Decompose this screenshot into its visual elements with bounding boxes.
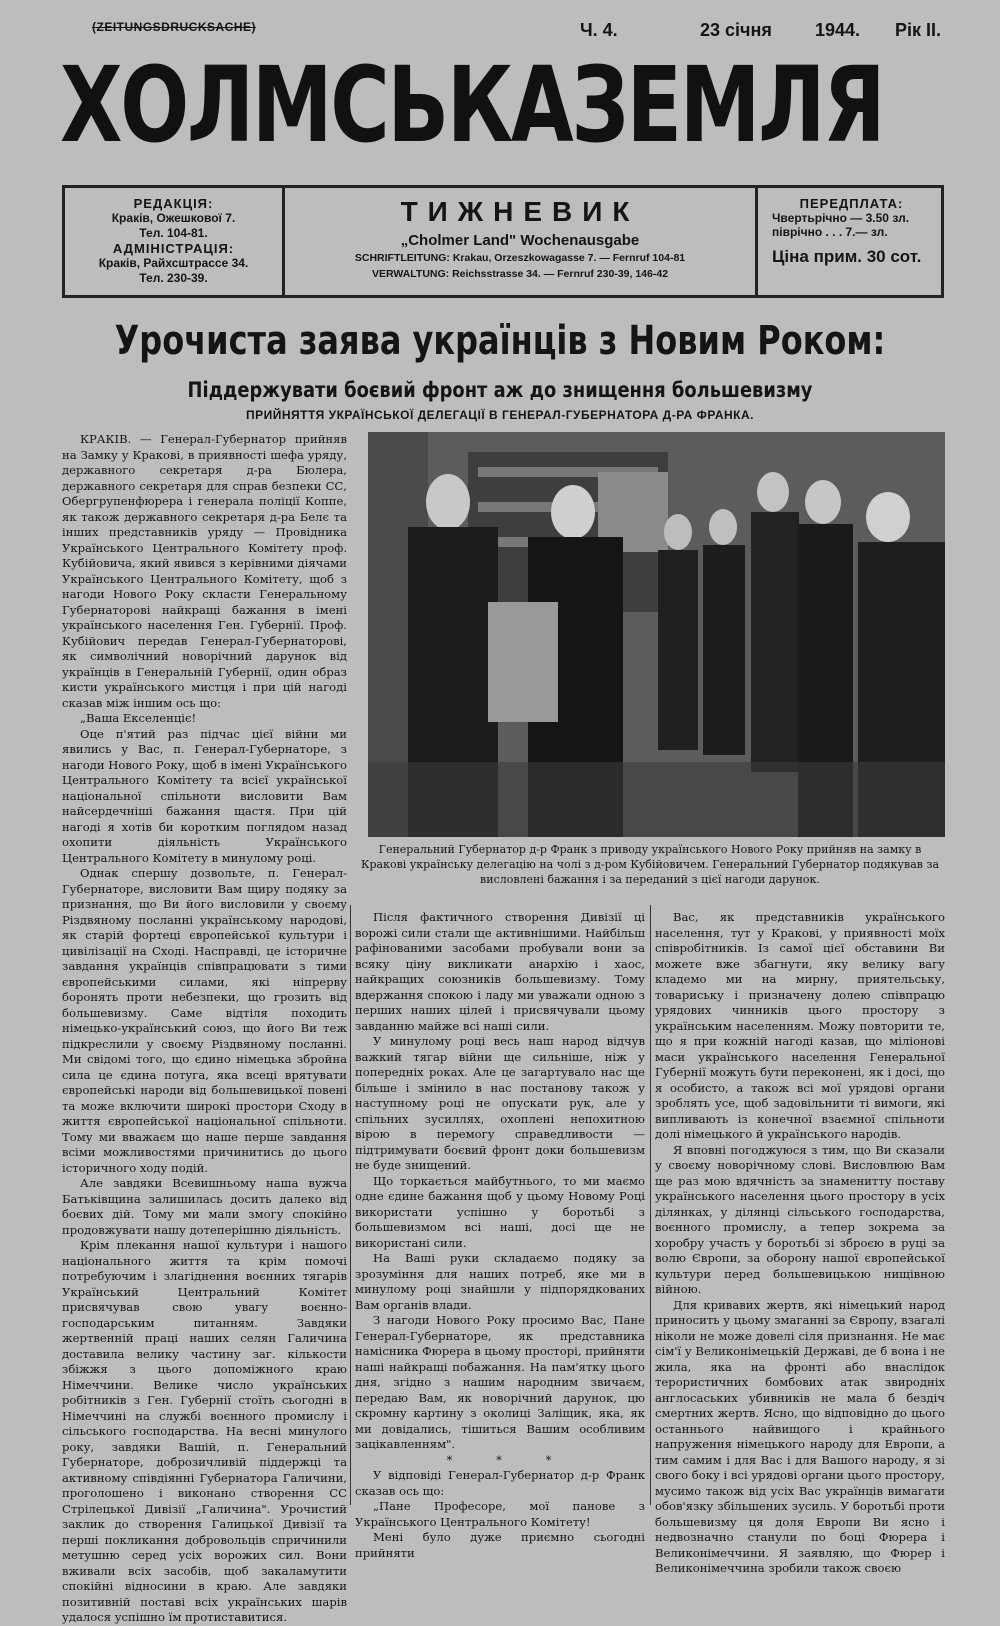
paragraph: На Ваші руки складаємо подяку за зрозуміння для наших потреб, яке ми в минулому році знайшли у підпорядкованих Вам органів влади.	[355, 1251, 645, 1312]
paragraph: Мені було дуже приємно сьогодні прийняти	[355, 1530, 645, 1560]
info-box	[62, 185, 944, 298]
admin-label: АДМІНІСТРАЦІЯ:	[112, 241, 235, 256]
paragraph: Після фактичного створення Дивізії ці ворожі сили стали ще активнішими. Найбільш рафінованими засобами пробували вони за всяку ціну викликати анархію і хаос, найкращих союзників большевизму. Тому вдержання спокою і ладу ми уважали одною з перших наших цілей і присвячували цьому завданню майже всі наші сили.	[355, 910, 645, 1033]
issue-year: 1944.	[815, 20, 861, 40]
editorial-phone: Тел. 104-81.	[139, 226, 208, 240]
editorial-address: Краків, Ожешкової 7.	[111, 211, 236, 225]
subscription-info	[755, 188, 941, 295]
masthead-title: ХОЛМСЬКАЗЕМЛЯ	[60, 44, 884, 166]
postal-stamp: (ZEITUNGSDRUCKSACHE)	[92, 20, 256, 34]
publication-info	[285, 188, 755, 295]
editorial-info	[65, 188, 285, 295]
halfyear-price: піврічно . . . 7.— зл.	[772, 225, 888, 239]
paragraph: З нагоди Нового Року просимо Вас, Пане Генерал-Губернаторе, як представника намісника Фюрера в цьому просторі, прийняти наші найкращі побажання. На пам'ятку цього дня, згідно з нашим народним звичаєм, передаю Вам, як новорічний дарунок, цю скромну картину з околиці Заліщик, яка, як ми довідались, тішиться Вашим особливим зацікавленням".	[355, 1313, 645, 1451]
column-right	[655, 910, 945, 1575]
paragraph: „Пане Професоре, мої панове з Українського Центрального Комітету!	[355, 1499, 645, 1529]
paragraph: Оце п'ятий раз підчас цієї війни ми явились у Вас, п. Генерал-Губернаторе, з нагоди Нового Року, щоб в імені Українського Центрального Комітету та всієї української національної спільноти висловити Вам найсердечніші бажання щастя. При цій нагоді я хотів би коротким поглядом назад охопити діяльність Українського Центрального Комітету в минулому році.	[62, 726, 347, 865]
column-divider	[350, 905, 351, 1505]
column-divider	[650, 905, 651, 1505]
section-separator: * * *	[446, 1452, 572, 1467]
admin-phone: Тел. 230-39.	[139, 271, 208, 285]
article-kicker: ПРИЙНЯТТЯ УКРАЇНСЬКОЇ ДЕЛЕГАЦІЇ В ГЕНЕРАЛ-ГУБЕРНАТОРА Д-РА ФРАНКА.	[246, 408, 754, 422]
paragraph: Крім плекання нашої культури і нашого національного життя та крім помочі потребуючим і злагіднення воєнних тягарів Український Центральний Комітет присвячував свою увагу воєнно-господарським питанням. Завдяки жертвенній праці наших селян Галичина доставила велику частину заг. кількости збіжжя з цього допоміжного краю Німеччини. Велике число українських робітників з Ген. Губернії стоїть сьогодні в Німеччині на службі воєнного промислу і сільського господарства. На весні минулого року, завдяки Вашій, п. Генеральний Губернаторе, доброзичливій піддержці та активному співдіянні Губернатора Галичини, проголошено і виконано створення СС Стрілецької Дивізії „Галичина". Урочистий заклик до створення Галицької Дивізії та перші покликання добровольців спричинили метушню серед усіх ворожих сил. Вони вживали всіх засобів, щоб закаламутити спокійні відносини в краю. Але завдяки позитивній поставі всіх українських шарів удалося успішно їм протиставитися.	[62, 1238, 347, 1624]
paragraph: Але завдяки Всевишньому наша вужча Батьківщина залишилась досить далеко від боєвих дій. Тому ми мали змогу спокійно продовжувати нашу дотеперішню діяльність.	[62, 1176, 347, 1237]
photo-illustration	[368, 432, 945, 837]
paragraph: Вас, як представників українського населення, тут у Кракові, у приявності моїх співробітників. Із самої цієї обставини Ви можете вже збагнути, яку велику вагу кладемо ми на мирну, приятельську, товариську і призначену долею співпрацю урядових чинників цього простору з українським населенням. Можу повторити те, що я при кожній нагоді казав, що міліонові маси українського населення Генеральної Губернії можуть бути переконені, як і досі, що я особисто, а також всі мої урядові органи зроблять усе, щоб задовільнити ті вимоги, які випливають із конечної взаємної спільноти долі німецького й українського народів.	[655, 910, 945, 1141]
article-headline: Урочиста заява українців з Новим Роком:	[114, 318, 886, 364]
paragraph: Для кривавих жертв, які німецький народ приносить у цьому змаганні за Європу, взагалі ніколи не може довелі сіля признання. Не має сім'ї у Великонімецькій Державі, де б вона і не жила, яка на фронті або внаслідок терористичних бомбових атак звиродніх англосаських убивників не мала б бездіч смертних жертв. Ясно, що відповідно до цього останнього найвищого і крайнього напруження німецького народу для Европи, а тим самим і для Вас і для Вашого народу, я зі свого боку і всі урядові органи цього простору, мусимо також від усіх Вас українців вимагати обов'язку збільшених зусиль. У боротьбі проти большевизму ця доля Европи Ви ясно і недвозначно станули по боці Фюрера і Великонімеччини. Я заявляю, що Фюрер і Великонімеччина зробили також своєю	[655, 1297, 945, 1575]
column-middle	[355, 910, 645, 1560]
weekly-label: ТИЖНЕВИК	[400, 196, 640, 227]
issue-number: Ч. 4.	[580, 20, 618, 40]
schriftleitung: SCHRIFTLEITUNG: Krakau, Orzeszkowagasse 7. — Fernruf 104-81	[354, 252, 686, 264]
subscription-label: ПЕРЕДПЛАТА:	[799, 196, 904, 211]
paragraph: „Ваша Екселенціє!	[80, 711, 197, 725]
paragraph: КРАКІВ. — Генерал-Губернатор прийняв на Замку у Кракові, в приявності шефа уряду, державного секретаря д-ра Бюлера, державного секретаря для справ безпеки СС, Обергрупенфюрера і генерала поліції Коппе, як також державного секретаря д-ра Белє та інших представників уряду — Провідника Українського Центрального Комітету проф. Кубійовича, який явився з керівними діячами Українського Центрального Комітету, щоб з нагоди Нового Року скласти Генеральному Губернаторові найкращі бажання в імені українського населення Ген. Губернії. Проф. Кубійович передав Генерал-Губернаторові, як символічний новорічний дарунок від українців в Генеральній Губернії, один образ кисти українського мистця і при цій нагоді сказав між іншим ось що:	[62, 432, 347, 710]
paragraph: Я вповні погоджуюся з тим, що Ви сказали у своєму новорічному слові. Висловлюю Вам ще раз мою вдячність за знаменитту поставу українського населення цього простору в усіх ділянках, у ділянці сільського господарства, воєнного промислу, а тепер зокрема за хоробру участь у боротьбі зі зброєю в руці за волю Європи, за оборону нашої європейської культури перед большевицькою нищівною війною.	[655, 1142, 945, 1296]
article-subheadline: Піддержувати боєвий фронт аж до знищення большевизму	[187, 378, 813, 402]
paragraph: У минулому році весь наш народ відчув важкий тягар війни ще сильніше, ніж у попередніх роках. Але це загартувало нас ще більше і змінило в нас постанову також у наступному році не опускати рук, але у спільних зусиллях, охоплені непохитною вірою в перемогу справедливости — підтримувати боєвий фронт доки большевизм не буде знищений.	[355, 1034, 645, 1172]
quarterly-price: Чвертьрічно — 3.50 зл.	[772, 211, 910, 225]
column-left	[62, 432, 347, 1624]
news-photo	[368, 432, 945, 837]
photo-caption: Генеральний Губернатор д-р Франк з приводу українського Нового Року прийняв на замку в Кракові українську делегацію на чолі з д-ром Кубійовичем. Генеральний Губернатор подякував за висловлені бажання і за переданий з цієї нагоди дарунок.	[360, 843, 940, 886]
german-title: „Cholmer Land" Wochenausgabe	[400, 232, 640, 249]
admin-address: Краків, Райхсштрассе 34.	[98, 256, 249, 270]
paragraph: Що торкається майбутнього, то ми маємо одне єдине бажання щоб у цьому Новому Році використати успішно у боротьбі з большевизмом всі наші, досі ще не використані сили.	[355, 1173, 645, 1250]
editorial-label: РЕДАКЦІЯ:	[133, 196, 214, 211]
issue-date: 23 січня	[700, 20, 772, 40]
paragraph: Однак спершу дозвольте, п. Генерал-Губернаторе, висловити Вам щиру подяку за признання, що Ви його висловили у своєму Різдвяному посланні українському народові, як старій фортеці європейської культури і цивілізації на Сході. Насправді, це історичне завдання українців співпрацювати з тими європейськими силами, які ніпрерву боронять проти небезпеки, що грозить від большевизму. Саме відтіля походить німецько-український союз, що його Ви теж підкреслили у своєму Різдвяному посланні. Ми свідомі того, що єдино німецька збройна сила це єдина потуга, яка всеці врятувати європейські народи від большевицької повені та може включити широкі простори Сходу в життя європейської національної спільноти. Тому ми вважаєм що наше перше завдання всіми можливостями причинитись до цього історичного ходу подій.	[62, 866, 347, 1175]
issue-price: Ціна прим. 30 сот.	[772, 247, 922, 266]
volume: Рік II.	[895, 20, 942, 40]
verwaltung: VERWALTUNG: Reichsstrasse 34. — Fernruf 230-39, 146-42	[371, 268, 669, 280]
paragraph: У відповіді Генерал-Губернатор д-р Франк сказав ось що:	[355, 1468, 645, 1498]
